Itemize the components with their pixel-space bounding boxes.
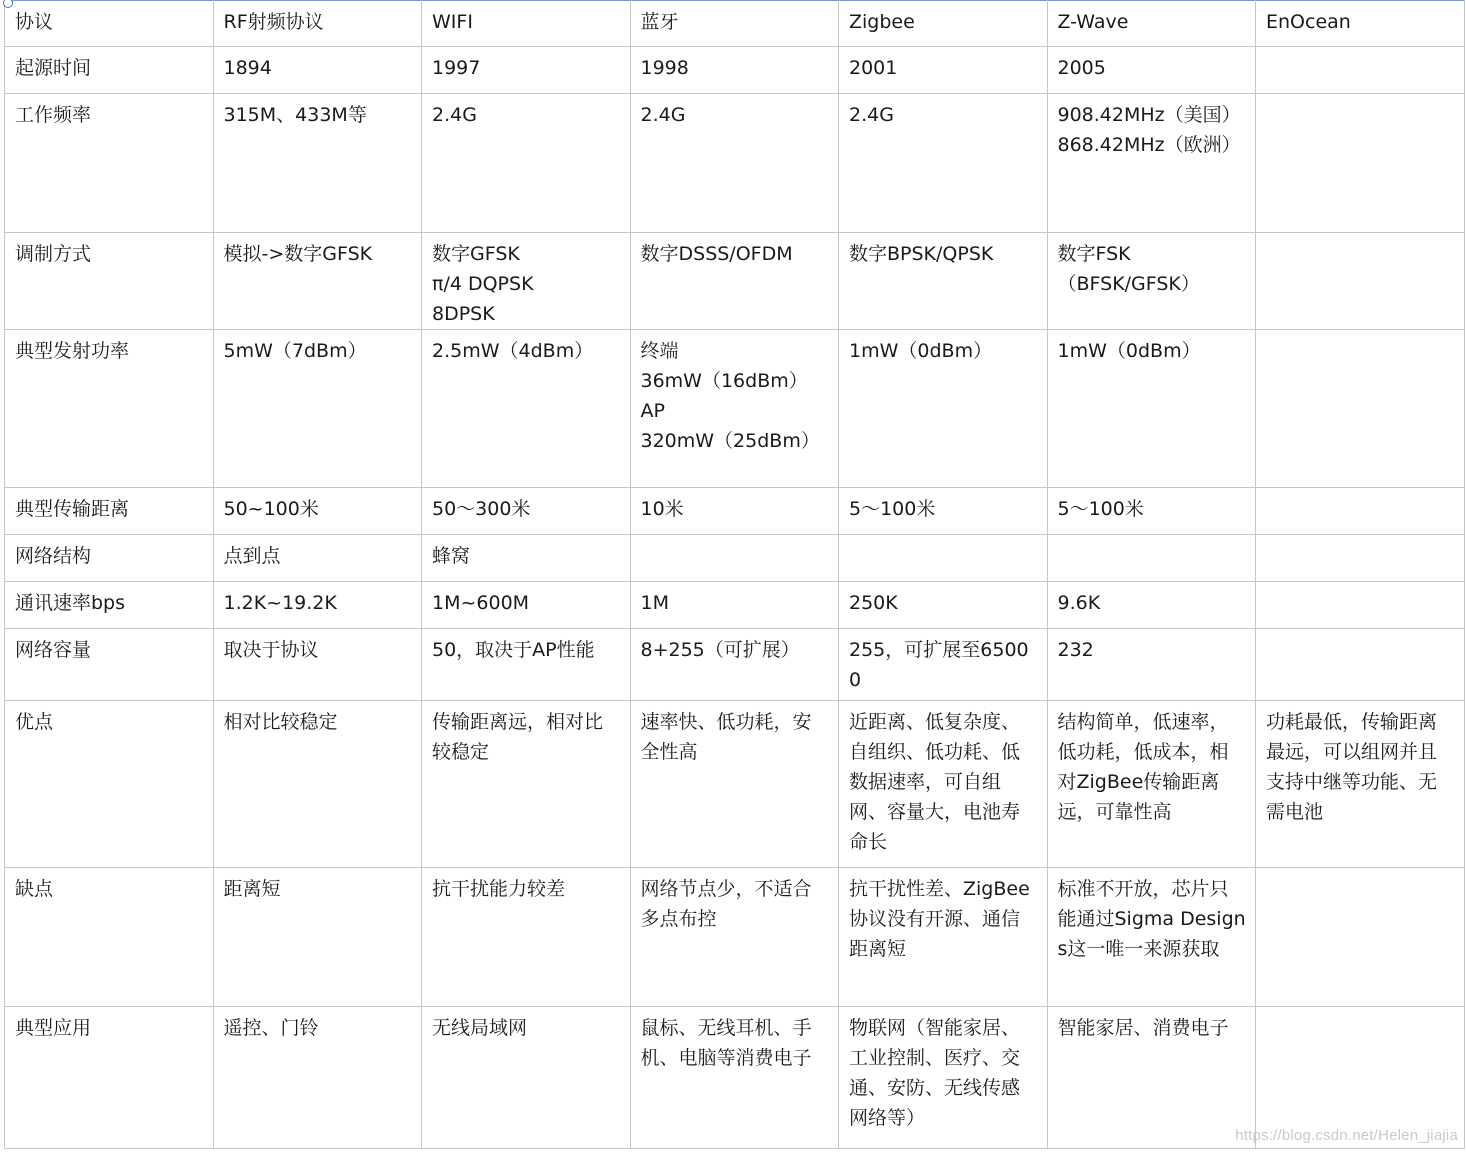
table-cell[interactable] [1256,582,1465,629]
protocol-header-cell[interactable]: EnOcean [1256,1,1465,47]
table-cell[interactable]: 2001 [839,47,1048,94]
table-cell[interactable]: 2.4G [422,94,631,233]
table-cell[interactable] [630,535,839,582]
table-row [5,868,1465,1007]
table-cell[interactable]: 50，取决于AP性能 [422,629,631,701]
table-cell[interactable]: 1mW（0dBm） [839,330,1048,488]
table-cell[interactable]: 5～100米 [1047,488,1256,535]
table-cell[interactable]: 抗干扰能力较差 [422,868,631,1007]
table-header-row [5,1,1465,47]
table-cell[interactable]: 传输距离远，相对比较稳定 [422,701,631,868]
table-cell[interactable]: 9.6K [1047,582,1256,629]
table-row [5,94,1465,233]
row-label-cell[interactable]: 起源时间 [5,47,214,94]
table-cell[interactable]: 5～100米 [839,488,1048,535]
table-cell[interactable]: 抗干扰性差、ZigBee协议没有开源、通信距离短 [839,868,1048,1007]
table-cell[interactable]: 物联网（智能家居、工业控制、医疗、交通、安防、无线传感网络等） [839,1007,1048,1149]
table-cell[interactable]: 数字GFSK π/4 DQPSK 8DPSK [422,233,631,330]
comparison-table-container [4,0,1464,1149]
table-cell[interactable]: 232 [1047,629,1256,701]
table-cell[interactable]: 相对比较稳定 [213,701,422,868]
table-cell[interactable]: 数字FSK （BFSK/GFSK） [1047,233,1256,330]
protocol-header-cell[interactable]: 蓝牙 [630,1,839,47]
table-cell[interactable]: 无线局域网 [422,1007,631,1149]
table-cell[interactable] [1256,868,1465,1007]
table-cell[interactable]: 1mW（0dBm） [1047,330,1256,488]
table-cell[interactable]: 标准不开放，芯片只能通过Sigma Designs这一唯一来源获取 [1047,868,1256,1007]
protocol-header-cell[interactable]: WIFI [422,1,631,47]
table-cell[interactable] [1256,94,1465,233]
table-row [5,701,1465,868]
table-cell[interactable]: 1.2K~19.2K [213,582,422,629]
table-cell[interactable]: 距离短 [213,868,422,1007]
table-cell[interactable]: 数字BPSK/QPSK [839,233,1048,330]
table-cell[interactable]: 1M [630,582,839,629]
row-label-cell[interactable]: 典型传输距离 [5,488,214,535]
table-cell[interactable]: 模拟->数字GFSK [213,233,422,330]
table-cell[interactable] [1047,535,1256,582]
table-row [5,535,1465,582]
table-row [5,233,1465,330]
table-row [5,488,1465,535]
table-cell[interactable]: 点到点 [213,535,422,582]
row-label-cell[interactable]: 调制方式 [5,233,214,330]
row-label-cell[interactable]: 缺点 [5,868,214,1007]
table-cell[interactable] [839,535,1048,582]
table-cell[interactable]: 10米 [630,488,839,535]
table-cell[interactable]: 蜂窝 [422,535,631,582]
table-cell[interactable]: 终端 36mW（16dBm） AP 320mW（25dBm） [630,330,839,488]
table-cell[interactable] [1256,535,1465,582]
table-cell[interactable]: 8+255（可扩展） [630,629,839,701]
table-cell[interactable]: 功耗最低，传输距离最远，可以组网并且支持中继等功能、无需电池 [1256,701,1465,868]
watermark-url: https://blog.csdn.net/Helen_jiajia [1235,1127,1458,1144]
table-cell[interactable] [1256,47,1465,94]
table-cell[interactable]: 近距离、低复杂度、自组织、低功耗、低数据速率，可自组网、容量大，电池寿命长 [839,701,1048,868]
row-label-cell[interactable]: 工作频率 [5,94,214,233]
table-cell[interactable]: 50～300米 [422,488,631,535]
table-cell[interactable]: 1M~600M [422,582,631,629]
table-cell[interactable]: 2.5mW（4dBm） [422,330,631,488]
table-cell[interactable]: 2.4G [630,94,839,233]
table-cell[interactable] [1256,233,1465,330]
table-cell[interactable]: 255，可扩展至65000 [839,629,1048,701]
table-cell[interactable]: 结构简单，低速率，低功耗，低成本，相对ZigBee传输距离远，可靠性高 [1047,701,1256,868]
table-cell[interactable]: 数字DSSS/OFDM [630,233,839,330]
header-label-cell[interactable]: 协议 [5,1,214,47]
table-cell[interactable]: 取决于协议 [213,629,422,701]
row-label-cell[interactable]: 优点 [5,701,214,868]
table-row [5,330,1465,488]
table-cell[interactable]: 鼠标、无线耳机、手机、电脑等消费电子 [630,1007,839,1149]
table-cell[interactable]: 315M、433M等 [213,94,422,233]
table-cell[interactable]: 1894 [213,47,422,94]
row-label-cell[interactable]: 网络容量 [5,629,214,701]
protocol-comparison-table [4,0,1465,1149]
protocol-header-cell[interactable]: RF射频协议 [213,1,422,47]
table-cell[interactable]: 速率快、低功耗，安全性高 [630,701,839,868]
table-cell[interactable]: 908.42MHz（美国） 868.42MHz（欧洲） [1047,94,1256,233]
row-label-cell[interactable]: 通讯速率bps [5,582,214,629]
table-cell[interactable]: 1997 [422,47,631,94]
table-cell[interactable]: 5mW（7dBm） [213,330,422,488]
table-cell[interactable]: 250K [839,582,1048,629]
table-row [5,629,1465,701]
table-cell[interactable]: 智能家居、消费电子 [1047,1007,1256,1149]
table-cell[interactable] [1256,488,1465,535]
table-row [5,582,1465,629]
table-row [5,47,1465,94]
protocol-header-cell[interactable]: Z-Wave [1047,1,1256,47]
table-cell[interactable]: 2.4G [839,94,1048,233]
table-cell[interactable]: 1998 [630,47,839,94]
row-label-cell[interactable]: 典型应用 [5,1007,214,1149]
table-cell[interactable]: 网络节点少，不适合多点布控 [630,868,839,1007]
table-cell[interactable] [1256,330,1465,488]
table-cell[interactable]: 遥控、门铃 [213,1007,422,1149]
protocol-header-cell[interactable]: Zigbee [839,1,1048,47]
table-cell[interactable]: 2005 [1047,47,1256,94]
row-label-cell[interactable]: 网络结构 [5,535,214,582]
table-cell[interactable]: 50~100米 [213,488,422,535]
row-label-cell[interactable]: 典型发射功率 [5,330,214,488]
table-cell[interactable] [1256,629,1465,701]
